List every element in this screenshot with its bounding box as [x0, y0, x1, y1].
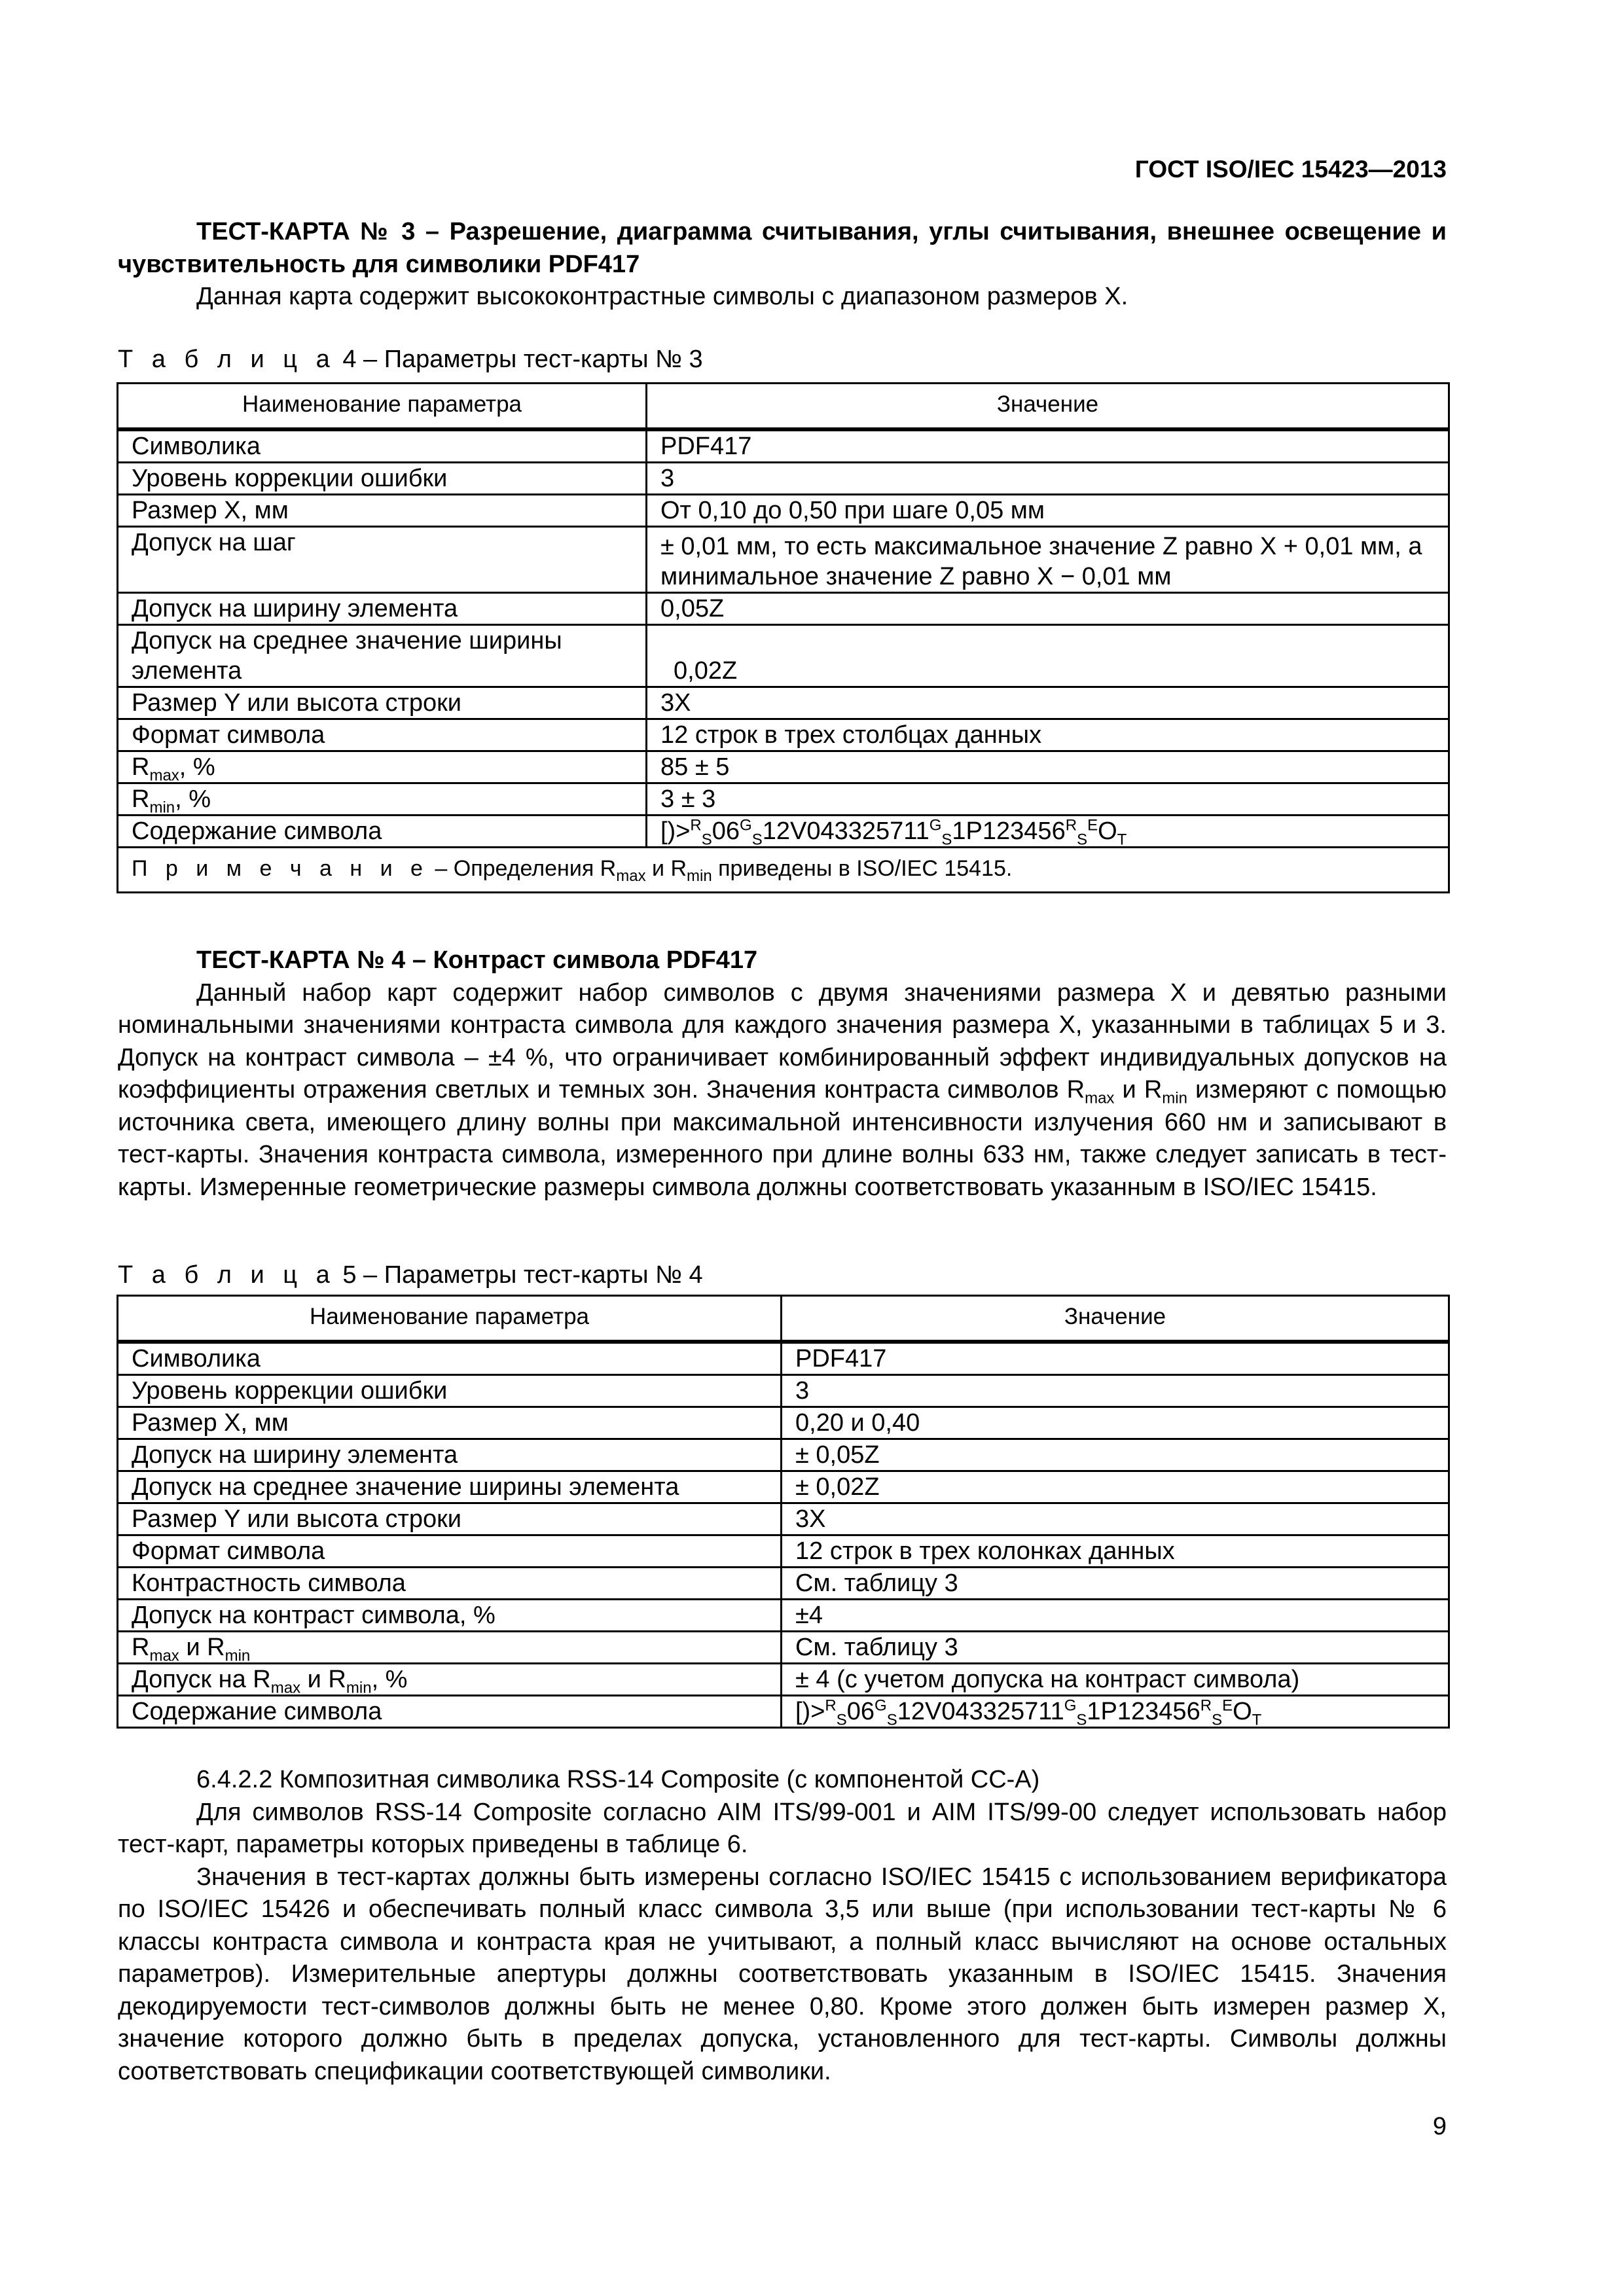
- table4: [117, 382, 1450, 893]
- param-cell: $R_{max}$ и $R_{min}$: [118, 1632, 782, 1664]
- standard-designation: ГОСТ ISO/IEC 15423—2013: [1134, 156, 1447, 183]
- card3-title-text: ТЕСТ-КАРТА № 3 – Разрешение, диаграмма считывания, углы считывания, внешнее освещение и чувствительность для символики PDF417: [118, 218, 1447, 278]
- table-header-row: [118, 1296, 1449, 1342]
- value-cell: 3 ± 3: [647, 783, 1449, 816]
- param-cell: Размер X, мм: [118, 495, 647, 527]
- table4-caption: [118, 344, 703, 374]
- param-cell: Формат символа: [118, 1535, 782, 1568]
- col-header-value: Значение: [647, 384, 1449, 430]
- param-cell: Размер Y или высота строки: [118, 687, 647, 719]
- param-cell: [118, 751, 647, 783]
- value-cell: От 0,10 до 0,50 при шаге 0,05 мм: [647, 495, 1449, 527]
- table-header-row: [118, 384, 1449, 430]
- table-row: [118, 1664, 1449, 1696]
- table-row: [118, 593, 1449, 625]
- value-cell: 12 строк в трех колонках данных: [782, 1535, 1449, 1568]
- value-cell: PDF417: [647, 429, 1449, 463]
- param-cell: Допуск на среднее значение ширины элемента: [118, 625, 647, 687]
- card4-paragraph: Данный набор карт содержит набор символов с двумя значениями размера X и девятью разными номинальными значениями контраста символа для каждого значения размера X, указанными в таблицах 5 и 3. Допуск на контраст символа – ±4 %, что ограничивает комбинированный эффект индивидуальных допусков на коэффициенты отражения светлых и темных зон. Значения контраста символов $R_{max}$ и $R_{min}$ измеряют с помощью источника света, имеющего длину волны при максимальной интенсивности излучения 660 нм и записывают в тест-карты. Значения контраста символа, измеренного при длине волны 633 нм, также следует записать в тест-карты. Измеренные геометрические размеры символа должны соответствовать указанным в ISO/IEC 15415.: [118, 978, 1447, 1201]
- table-row: [118, 1632, 1449, 1664]
- param-cell: Размер X, мм: [118, 1407, 782, 1439]
- r-subscript: max: [149, 766, 179, 785]
- param-cell: Уровень коррекции ошибки: [118, 1375, 782, 1407]
- value-cell: 3: [782, 1375, 1449, 1407]
- value-cell: 85 ± 5: [647, 751, 1449, 783]
- table-row: [118, 1600, 1449, 1632]
- param-cell: Формат символа: [118, 719, 647, 751]
- table-row: [118, 1407, 1449, 1439]
- r-unit: , %: [179, 753, 215, 781]
- table-row: [118, 625, 1449, 687]
- table-row: [118, 1696, 1449, 1728]
- table5-caption-word: Т а б л и ц а: [118, 1261, 336, 1289]
- r-subscript: min: [149, 798, 175, 817]
- symbol-content-cell: $[)>^R_S06^G_S12V043325711^G_S1P123456^R_S^EO_T$: [782, 1696, 1449, 1728]
- col-header-param: Наименование параметра: [118, 1296, 782, 1342]
- table5-caption: [118, 1260, 703, 1290]
- table-row: [118, 1439, 1449, 1471]
- value-cell: 3: [647, 463, 1449, 495]
- r-symbol: R: [132, 785, 150, 813]
- r-unit: , %: [175, 785, 211, 813]
- page-number: 9: [1432, 2113, 1447, 2140]
- symbol-content-cell: $[)>^R_S06^G_S12V043325711^G_S1P123456^R_S^EO_T$: [647, 816, 1449, 848]
- param-cell: Допуск на ширину элемента: [118, 1439, 782, 1471]
- value-cell: 3X: [647, 687, 1449, 719]
- table4-caption-word: Т а б л и ц а: [118, 346, 336, 373]
- value-cell: ± 0,02Z: [782, 1471, 1449, 1503]
- table-row: [118, 527, 1449, 593]
- value-cell: См. таблицу 3: [782, 1632, 1449, 1664]
- value-cell: ± 0,01 мм, то есть максимальное значение Z равно X + 0,01 мм, а минимальное значение Z равно X − 0,01 мм: [647, 527, 1449, 593]
- param-cell: Символика: [118, 429, 647, 463]
- table-row: [118, 816, 1449, 848]
- param-cell: Размер Y или высота строки: [118, 1503, 782, 1535]
- table-row: [118, 1375, 1449, 1407]
- value-cell: 0,20 и 0,40: [782, 1407, 1449, 1439]
- value-cell: 3X: [782, 1503, 1449, 1535]
- col-header-value: Значение: [782, 1296, 1449, 1342]
- value-cell: ±4: [782, 1600, 1449, 1632]
- value-cell: ± 4 (с учетом допуска на контраст символа): [782, 1664, 1449, 1696]
- value-cell: 12 строк в трех столбцах данных: [647, 719, 1449, 751]
- table-row: [118, 1342, 1449, 1375]
- table-row: [118, 751, 1449, 783]
- param-cell: Содержание символа: [118, 816, 647, 848]
- table-row: [118, 1503, 1449, 1535]
- param-cell: Уровень коррекции ошибки: [118, 463, 647, 495]
- card4-section: [118, 944, 1447, 1204]
- table-note-row: [118, 848, 1449, 893]
- table5: [117, 1295, 1450, 1729]
- table-row: [118, 687, 1449, 719]
- r-symbol: R: [132, 753, 150, 781]
- param-cell: Допуск на $R_{max}$ и $R_{min}$, %: [118, 1664, 782, 1696]
- param-cell: Содержание символа: [118, 1696, 782, 1728]
- value-cell: 0,05Z: [647, 593, 1449, 625]
- table-row: [118, 429, 1449, 463]
- col-header-param: Наименование параметра: [118, 384, 647, 430]
- table-note: П р и м е ч а н и е – Определения $R_{max}$ и $R_{min}$ приведены в ISO/IEC 15415.: [118, 848, 1449, 893]
- table4-caption-text: 4 – Параметры тест-карты № 3: [342, 346, 703, 373]
- param-cell: Допуск на контраст символа, %: [118, 1600, 782, 1632]
- param-cell: Допуск на ширину элемента: [118, 593, 647, 625]
- section-paragraph-1: Для символов RSS-14 Composite согласно AIM ITS/99-001 и AIM ITS/99-00 следует использовать набор тест-карт, параметры которых приведены в таблице 6.: [118, 1798, 1447, 1858]
- card4-title: ТЕСТ-КАРТА № 4 – Контраст символа PDF417: [196, 946, 758, 974]
- section-paragraph-2: Значения в тест-картах должны быть измерены согласно ISO/IEC 15415 с использованием верификатора по ISO/IEC 15426 и обеспечивать полный класс символа 3,5 или выше (при использовании тест-карты № 6 классы контраста символа и контраста края не учитывают, а полный класс вычисляют на основе остальных параметров). Измерительные апертуры должны соответствовать указанным в ISO/IEC 15415. Значения декодируемости тест-символов должны быть не менее 0,80. Кроме этого должен быть измерен размер X, значение которого должно быть в пределах допуска, установленного для тест-карты. Символы должны соответствовать спецификации соответствующей символики.: [118, 1863, 1447, 2085]
- param-cell: Допуск на среднее значение ширины элемента: [118, 1471, 782, 1503]
- param-cell: Контрастность символа: [118, 1568, 782, 1600]
- table-row: [118, 1471, 1449, 1503]
- table-row: [118, 783, 1449, 816]
- param-cell: Допуск на шаг: [118, 527, 647, 593]
- card3-title: [118, 216, 1447, 314]
- table-row: [118, 1535, 1449, 1568]
- table-row: [118, 1568, 1449, 1600]
- value-cell: PDF417: [782, 1342, 1449, 1375]
- card3-intro: Данная карта содержит высококонтрастные символы с диапазоном размеров X.: [196, 283, 1128, 310]
- table-row: [118, 463, 1449, 495]
- section-heading: 6.4.2.2 Композитная символика RSS-14 Composite (с компонентой CC-A): [196, 1766, 1040, 1793]
- table-row: [118, 719, 1449, 751]
- table5-caption-text: 5 – Параметры тест-карты № 4: [342, 1261, 703, 1289]
- section-6-4-2-2: [118, 1764, 1447, 2088]
- table-row: [118, 495, 1449, 527]
- value-cell: ± 0,05Z: [782, 1439, 1449, 1471]
- value-cell: 0,02Z: [647, 625, 1449, 687]
- param-cell: [118, 783, 647, 816]
- param-cell: Символика: [118, 1342, 782, 1375]
- value-cell: См. таблицу 3: [782, 1568, 1449, 1600]
